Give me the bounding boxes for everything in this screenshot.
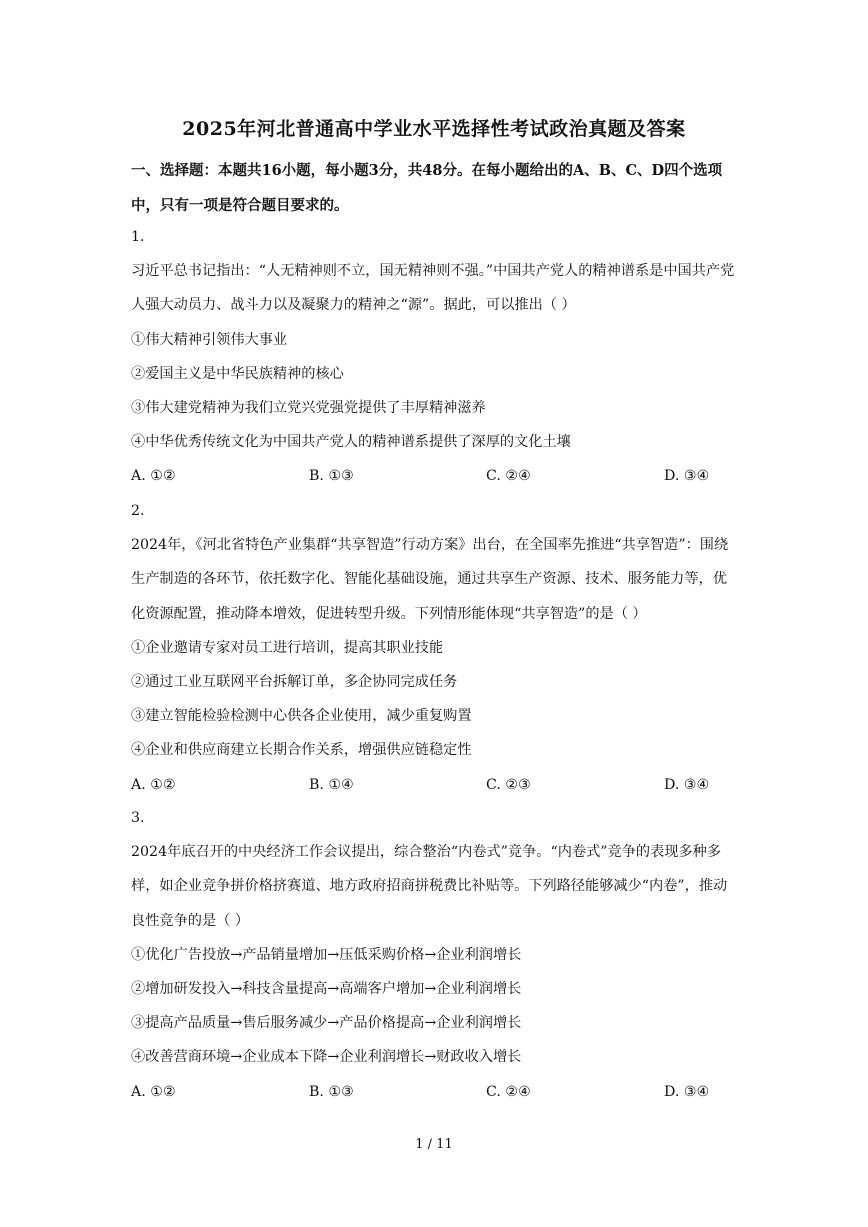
- statement: ④企业和供应商建立长期合作关系，增强供应链稳定性: [131, 742, 472, 759]
- statement: ③伟大建党精神为我们立党兴党强党提供了丰厚精神滋养: [131, 399, 486, 416]
- statement: ④改善营商环境→企业成本下降→企业利润增长→财政收入增长: [131, 1049, 522, 1066]
- option-d: D. ③④: [664, 776, 710, 793]
- statement: ③提高产品质量→售后服务减少→产品价格提高→企业利润增长: [131, 1015, 522, 1032]
- page-number: 1 / 11: [415, 1137, 453, 1152]
- question-3: [131, 801, 741, 1109]
- answer-options: [131, 1075, 741, 1109]
- option-d: D. ③④: [664, 468, 710, 485]
- question-stem: 2024年底召开的中央经济工作会议提出，综合整治“内卷式”竞争。“内卷式”竞争的表现多种多样，如企业竞争拼价格挤赛道、地方政府招商拼税费比补贴等。下列路径能够减少“内卷”，推动良性竞争的是（ ）: [131, 844, 728, 929]
- statement: ④中华优秀传统文化为中国共产党人的精神谱系提供了深厚的文化土壤: [131, 434, 571, 451]
- question-number: 3.: [131, 810, 145, 826]
- option-d: D. ③④: [664, 1083, 710, 1100]
- option-a: A. ①②: [131, 776, 176, 793]
- statement: ③建立智能检验检测中心供各企业使用，减少重复购置: [131, 708, 472, 725]
- question-2: [131, 494, 741, 802]
- answer-options: [131, 459, 741, 493]
- statement: ②通过工业互联网平台拆解订单，多企协同完成任务: [131, 673, 458, 690]
- question-number: 1.: [131, 229, 145, 245]
- question-stem: 2024年，《河北省特色产业集群“共享智造”行动方案》出台，在全国率先推进“共享智造”：围绕生产制造的各环节，依托数字化、智能化基础设施，通过共享生产资源、技术、服务能力等，优化资源配置，推动降本增效，促进转型升级。下列情形能体现“共享智造”的是（ ）: [131, 537, 729, 622]
- question-1: [131, 220, 741, 494]
- statement: ②爱国主义是中华民族精神的核心: [131, 365, 344, 382]
- section-heading: 一、选择题：本题共16小题，每小题3分，共48分。在每小题给出的A、B、C、D四个选项中，只有一项是符合题目要求的。: [131, 162, 723, 214]
- option-b: B. ①④: [309, 776, 354, 793]
- statement: ①企业邀请专家对员工进行培训，提高其职业技能: [131, 639, 444, 656]
- option-b: B. ①③: [309, 1083, 354, 1100]
- option-a: A. ①②: [131, 1083, 176, 1100]
- option-c: C. ②③: [486, 776, 531, 793]
- statement: ①优化广告投放→产品销量增加→压低采购价格→企业利润增长: [131, 946, 522, 963]
- answer-options: [131, 768, 741, 802]
- statement: ①伟大精神引领伟大事业: [131, 331, 288, 348]
- question-stem: 习近平总书记指出：“人无精神则不立，国无精神则不强。”中国共产党人的精神谱系是中国共产党人强大动员力、战斗力以及凝聚力的精神之“源”。据此，可以推出（ ）: [131, 263, 735, 314]
- statement: ②增加研发投入→科技含量提高→高端客户增加→企业利润增长: [131, 980, 522, 997]
- document-title: 2025年河北普通高中学业水平选择性考试政治真题及答案: [182, 118, 686, 140]
- question-number: 2.: [131, 503, 145, 519]
- option-c: C. ②④: [486, 1083, 531, 1100]
- option-b: B. ①③: [309, 468, 354, 485]
- option-a: A. ①②: [131, 468, 176, 485]
- option-c: C. ②④: [486, 468, 531, 485]
